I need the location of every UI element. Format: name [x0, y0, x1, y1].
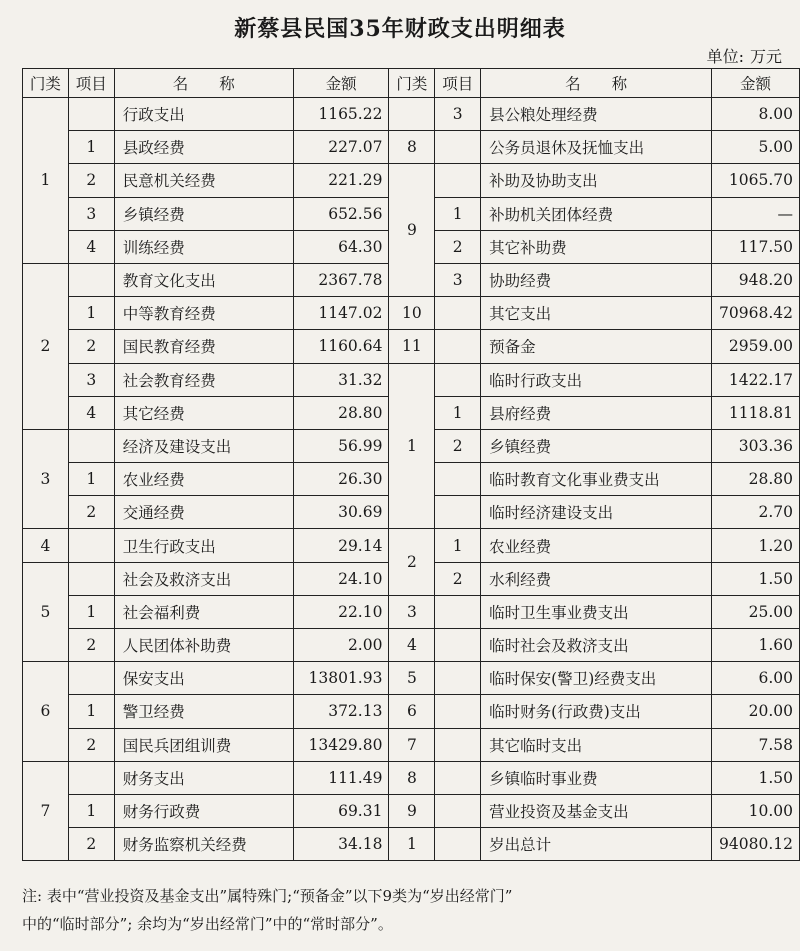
name-cell: 保安支出 — [114, 662, 293, 695]
amount-cell: 948.20 — [712, 263, 800, 296]
amount-cell: 652.56 — [293, 197, 389, 230]
item-cell — [435, 164, 481, 197]
name-cell: 临时经济建设支出 — [481, 496, 712, 529]
category-cell: 5 — [23, 562, 69, 662]
item-cell: 2 — [68, 728, 114, 761]
item-cell — [435, 463, 481, 496]
name-cell: 临时保安(警卫)经费支出 — [481, 662, 712, 695]
amount-cell: 13801.93 — [293, 662, 389, 695]
item-cell: 2 — [68, 330, 114, 363]
name-cell: 教育文化支出 — [114, 263, 293, 296]
name-cell: 卫生行政支出 — [114, 529, 293, 562]
name-cell: 临时教育文化事业费支出 — [481, 463, 712, 496]
amount-cell: 25.00 — [712, 595, 800, 628]
amount-cell: 26.30 — [293, 463, 389, 496]
item-cell — [435, 662, 481, 695]
header-amount: 金额 — [293, 69, 389, 98]
table-row — [23, 164, 800, 197]
item-cell: 4 — [68, 396, 114, 429]
category-cell: 9 — [389, 164, 435, 297]
item-cell — [68, 529, 114, 562]
header-item: 项目 — [68, 69, 114, 98]
name-cell: 公务员退休及抚恤支出 — [481, 131, 712, 164]
table-row — [23, 629, 800, 662]
page-title: 新蔡县民国35年财政支出明细表 — [234, 16, 566, 42]
footnote-line: 注: 表中“营业投资及基金支出”属特殊门;“预备金”以下9类为“岁出经常门” — [22, 887, 513, 905]
name-cell: 县府经费 — [481, 396, 712, 429]
amount-cell: 5.00 — [712, 131, 800, 164]
category-cell — [389, 98, 435, 131]
amount-cell: 13429.80 — [293, 728, 389, 761]
name-cell: 补助及协助支出 — [481, 164, 712, 197]
amount-cell: 29.14 — [293, 529, 389, 562]
amount-cell: 1422.17 — [712, 363, 800, 396]
item-cell: 1 — [68, 794, 114, 827]
category-cell: 1 — [389, 828, 435, 861]
expenditure-table — [22, 68, 800, 861]
category-cell: 2 — [23, 263, 69, 429]
name-cell: 社会教育经费 — [114, 363, 293, 396]
item-cell — [68, 98, 114, 131]
table-row — [23, 794, 800, 827]
item-cell: 2 — [435, 230, 481, 263]
name-cell: 中等教育经费 — [114, 297, 293, 330]
name-cell: 社会及救济支出 — [114, 562, 293, 595]
name-cell: 临时社会及救济支出 — [481, 629, 712, 662]
amount-cell: — — [712, 197, 800, 230]
header-category: 门类 — [23, 69, 69, 98]
amount-cell: 28.80 — [712, 463, 800, 496]
item-cell: 2 — [435, 562, 481, 595]
item-cell — [435, 363, 481, 396]
footnote — [22, 882, 792, 938]
item-cell: 1 — [435, 197, 481, 230]
amount-cell: 70968.42 — [712, 297, 800, 330]
item-cell: 1 — [435, 396, 481, 429]
name-cell: 训练经费 — [114, 230, 293, 263]
amount-cell: 1160.64 — [293, 330, 389, 363]
name-cell: 行政支出 — [114, 98, 293, 131]
header-name: 名 称 — [481, 69, 712, 98]
item-cell — [435, 297, 481, 330]
amount-cell: 1165.22 — [293, 98, 389, 131]
unit-label: 单位: 万元 — [706, 47, 782, 66]
amount-cell: 1.50 — [712, 562, 800, 595]
category-cell: 7 — [23, 761, 69, 861]
name-cell: 水利经费 — [481, 562, 712, 595]
table-row — [23, 529, 800, 562]
amount-cell: 24.10 — [293, 562, 389, 595]
item-cell: 2 — [68, 164, 114, 197]
header-row — [23, 69, 800, 98]
name-cell: 协助经费 — [481, 263, 712, 296]
item-cell — [435, 595, 481, 628]
table-row — [23, 330, 800, 363]
item-cell: 2 — [68, 828, 114, 861]
category-cell: 7 — [389, 728, 435, 761]
item-cell — [435, 794, 481, 827]
item-cell — [435, 761, 481, 794]
category-cell: 6 — [23, 662, 69, 762]
category-cell: 4 — [23, 529, 69, 562]
table-row — [23, 761, 800, 794]
category-cell: 1 — [389, 363, 435, 529]
name-cell: 乡镇经费 — [481, 429, 712, 462]
amount-cell: 20.00 — [712, 695, 800, 728]
amount-cell: 1.50 — [712, 761, 800, 794]
table-row — [23, 828, 800, 861]
category-cell: 9 — [389, 794, 435, 827]
table-row — [23, 728, 800, 761]
name-cell: 乡镇经费 — [114, 197, 293, 230]
name-cell: 农业经费 — [114, 463, 293, 496]
name-cell: 财务行政费 — [114, 794, 293, 827]
name-cell: 临时财务(行政费)支出 — [481, 695, 712, 728]
item-cell — [68, 562, 114, 595]
name-cell: 警卫经费 — [114, 695, 293, 728]
name-cell: 财务监察机关经费 — [114, 828, 293, 861]
item-cell — [435, 131, 481, 164]
category-cell: 6 — [389, 695, 435, 728]
name-cell: 经济及建设支出 — [114, 429, 293, 462]
table-row — [23, 297, 800, 330]
amount-cell: 2959.00 — [712, 330, 800, 363]
table-row — [23, 131, 800, 164]
amount-cell: 64.30 — [293, 230, 389, 263]
footnote-line: 中的“临时部分”; 余均为“岁出经常门”中的“常时部分”。 — [22, 915, 393, 933]
header-category: 门类 — [389, 69, 435, 98]
header-item: 项目 — [435, 69, 481, 98]
category-cell: 2 — [389, 529, 435, 595]
name-cell: 补助机关团体经费 — [481, 197, 712, 230]
item-cell: 2 — [435, 429, 481, 462]
amount-cell: 22.10 — [293, 595, 389, 628]
name-cell: 预备金 — [481, 330, 712, 363]
name-cell: 人民团体补助费 — [114, 629, 293, 662]
amount-cell: 1.60 — [712, 629, 800, 662]
item-cell: 3 — [435, 263, 481, 296]
item-cell: 1 — [68, 695, 114, 728]
item-cell — [68, 761, 114, 794]
amount-cell: 1147.02 — [293, 297, 389, 330]
name-cell: 社会福利费 — [114, 595, 293, 628]
item-cell: 1 — [68, 131, 114, 164]
item-cell — [435, 496, 481, 529]
item-cell: 1 — [435, 529, 481, 562]
amount-cell: 28.80 — [293, 396, 389, 429]
name-cell: 县政经费 — [114, 131, 293, 164]
item-cell: 2 — [68, 496, 114, 529]
header-amount: 金额 — [712, 69, 800, 98]
name-cell: 其它补助费 — [481, 230, 712, 263]
item-cell — [68, 429, 114, 462]
category-cell: 3 — [23, 429, 69, 529]
amount-cell: 303.36 — [712, 429, 800, 462]
amount-cell: 8.00 — [712, 98, 800, 131]
item-cell: 3 — [435, 98, 481, 131]
table-row — [23, 662, 800, 695]
category-cell: 11 — [389, 330, 435, 363]
item-cell — [68, 662, 114, 695]
category-cell: 3 — [389, 595, 435, 628]
table-row — [23, 363, 800, 396]
name-cell: 营业投资及基金支出 — [481, 794, 712, 827]
item-cell — [435, 629, 481, 662]
amount-cell: 56.99 — [293, 429, 389, 462]
name-cell: 财务支出 — [114, 761, 293, 794]
amount-cell: 227.07 — [293, 131, 389, 164]
item-cell: 1 — [68, 595, 114, 628]
amount-cell: 69.31 — [293, 794, 389, 827]
amount-cell: 1118.81 — [712, 396, 800, 429]
amount-cell: 10.00 — [712, 794, 800, 827]
name-cell: 县公粮处理经费 — [481, 98, 712, 131]
table-row — [23, 98, 800, 131]
item-cell — [435, 330, 481, 363]
item-cell: 3 — [68, 197, 114, 230]
name-cell: 交通经费 — [114, 496, 293, 529]
name-cell: 其它支出 — [481, 297, 712, 330]
category-cell: 1 — [23, 98, 69, 264]
item-cell — [435, 695, 481, 728]
amount-cell: 7.58 — [712, 728, 800, 761]
item-cell — [435, 728, 481, 761]
amount-cell: 1065.70 — [712, 164, 800, 197]
category-cell: 8 — [389, 761, 435, 794]
name-cell: 国民兵团组训费 — [114, 728, 293, 761]
category-cell: 10 — [389, 297, 435, 330]
name-cell: 岁出总计 — [481, 828, 712, 861]
amount-cell: 117.50 — [712, 230, 800, 263]
name-cell: 其它临时支出 — [481, 728, 712, 761]
name-cell: 乡镇临时事业费 — [481, 761, 712, 794]
amount-cell: 31.32 — [293, 363, 389, 396]
category-cell: 8 — [389, 131, 435, 164]
category-cell: 5 — [389, 662, 435, 695]
amount-cell: 2.00 — [293, 629, 389, 662]
amount-cell: 111.49 — [293, 761, 389, 794]
amount-cell: 1.20 — [712, 529, 800, 562]
name-cell: 其它经费 — [114, 396, 293, 429]
amount-cell: 2367.78 — [293, 263, 389, 296]
amount-cell: 6.00 — [712, 662, 800, 695]
table-row — [23, 595, 800, 628]
name-cell: 民意机关经费 — [114, 164, 293, 197]
name-cell: 临时行政支出 — [481, 363, 712, 396]
amount-cell: 34.18 — [293, 828, 389, 861]
item-cell: 4 — [68, 230, 114, 263]
item-cell — [68, 263, 114, 296]
category-cell: 4 — [389, 629, 435, 662]
name-cell: 农业经费 — [481, 529, 712, 562]
amount-cell: 94080.12 — [712, 828, 800, 861]
table-row — [23, 695, 800, 728]
item-cell: 1 — [68, 297, 114, 330]
amount-cell: 372.13 — [293, 695, 389, 728]
name-cell: 国民教育经费 — [114, 330, 293, 363]
item-cell — [435, 828, 481, 861]
item-cell: 1 — [68, 463, 114, 496]
header-name: 名 称 — [114, 69, 293, 98]
item-cell: 2 — [68, 629, 114, 662]
amount-cell: 221.29 — [293, 164, 389, 197]
amount-cell: 2.70 — [712, 496, 800, 529]
item-cell: 3 — [68, 363, 114, 396]
name-cell: 临时卫生事业费支出 — [481, 595, 712, 628]
amount-cell: 30.69 — [293, 496, 389, 529]
